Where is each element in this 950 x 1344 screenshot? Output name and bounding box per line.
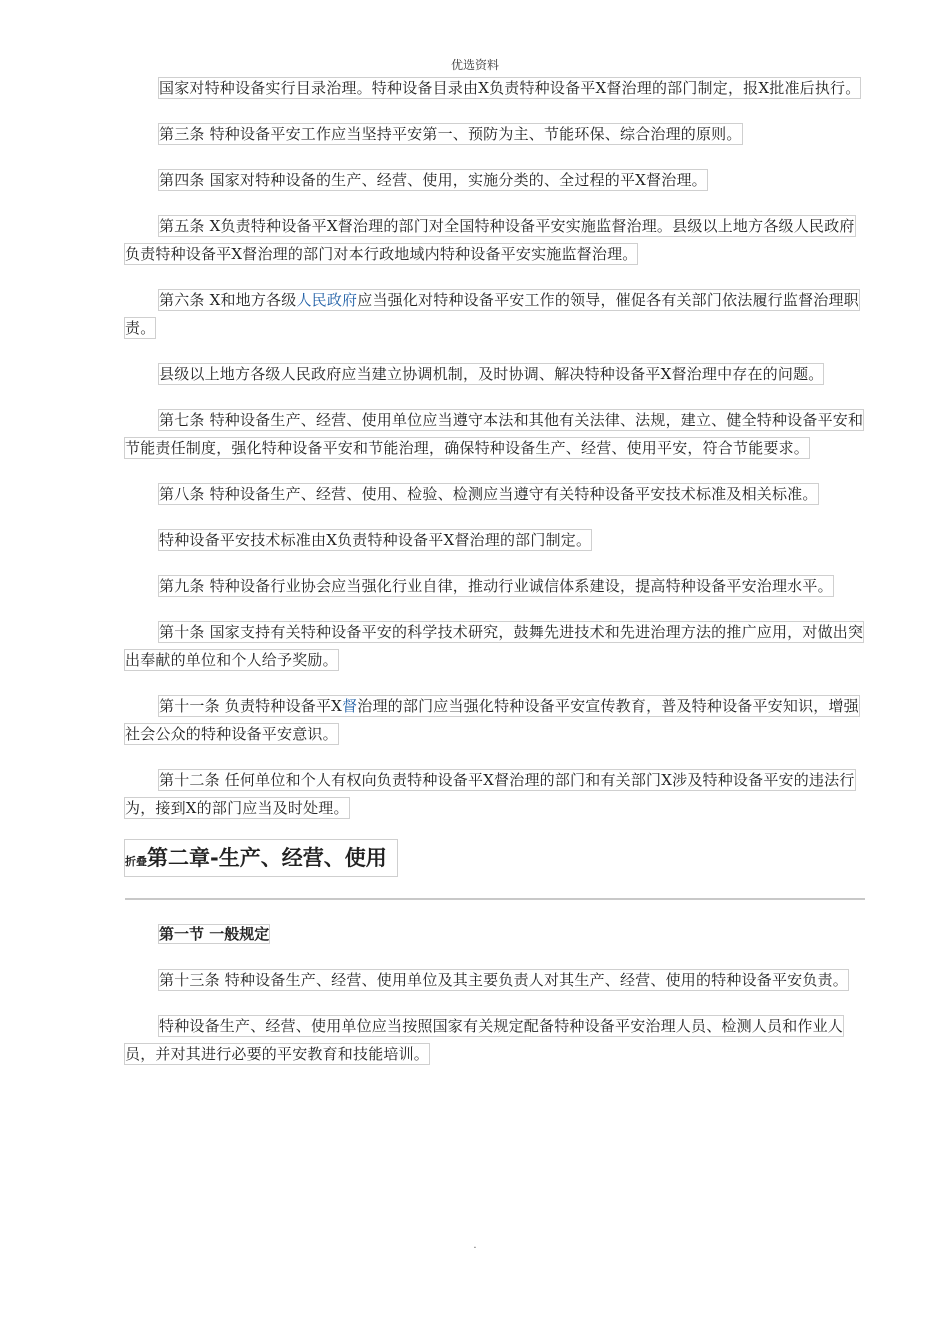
article-4 <box>125 166 865 194</box>
section-title: 第一节 一般规定 <box>159 925 270 943</box>
chapter-heading-box <box>125 840 397 876</box>
article-6 <box>125 286 865 342</box>
paragraph-text: 第三条 特种设备平安工作应当坚持平安第一、预防为主、节能环保、综合治理的原则。 <box>159 125 742 143</box>
paragraph-text <box>125 696 859 744</box>
article-paragraph <box>125 1012 865 1068</box>
supervise-link[interactable]: 督 <box>342 697 358 715</box>
people-government-link[interactable]: 人民政府 <box>296 291 358 309</box>
paragraph-text: 第九条 特种设备行业协会应当强化行业自律，推动行业诚信体系建设，提高特种设备平安治理水平。 <box>159 577 833 595</box>
article-11-before: 第十一条 负责特种设备平X <box>159 697 343 715</box>
article-6-before: 第六条 X和地方各级 <box>159 291 297 309</box>
paragraph-text: 第八条 特种设备生产、经营、使用、检验、检测应当遵守有关特种设备平安技术标准及相关标准。 <box>159 485 818 503</box>
article-10 <box>125 618 865 674</box>
article-13 <box>125 966 865 994</box>
article-12 <box>125 766 865 822</box>
article-paragraph <box>125 74 865 102</box>
section-heading <box>125 920 865 948</box>
document-body <box>125 74 865 1086</box>
article-5 <box>125 212 865 268</box>
article-3 <box>125 120 865 148</box>
article-8 <box>125 480 865 508</box>
fold-toggle[interactable]: 折叠 <box>125 855 147 868</box>
paragraph-text: 第七条 特种设备生产、经营、使用单位应当遵守本法和其他有关法律、法规，建立、健全特种设备平安和节能责任制度，强化特种设备平安和节能治理，确保特种设备生产、经营、使用平安，符合节能要求。 <box>125 411 864 457</box>
chapter-divider <box>125 898 865 900</box>
article-7 <box>125 406 865 462</box>
article-paragraph <box>125 526 865 554</box>
page-footer-mark: . <box>473 1240 477 1251</box>
paragraph-text: 第五条 X负责特种设备平X督治理的部门对全国特种设备平安实施监督治理。县级以上地方各级人民政府负责特种设备平X督治理的部门对本行政地域内特种设备平安实施监督治理。 <box>125 217 855 263</box>
article-11 <box>125 692 865 748</box>
chapter-heading <box>125 840 865 888</box>
paragraph-text: 第十二条 任何单位和个人有权向负责特种设备平X督治理的部门和有关部门X涉及特种设备平安的违法行为，接到X的部门应当及时处理。 <box>125 771 855 817</box>
article-6-after: 应当强化对特种设备平安工作的领导，催促各有关部门依法履行监督治理职责。 <box>125 291 859 337</box>
article-paragraph <box>125 360 865 388</box>
paragraph-text: 特种设备平安技术标准由X负责特种设备平X督治理的部门制定。 <box>159 531 592 549</box>
chapter-title: 第二章-生产、经营、使用 <box>147 846 387 870</box>
paragraph-text: 第十三条 特种设备生产、经营、使用单位及其主要负责人对其生产、经营、使用的特种设备平安负责。 <box>159 971 848 989</box>
article-11-after: 治理的部门应当强化特种设备平安宣传教育，普及特种设备平安知识，增强社会公众的特种设备平安意识。 <box>125 697 859 743</box>
paragraph-text: 特种设备生产、经营、使用单位应当按照国家有关规定配备特种设备平安治理人员、检测人员和作业人员，并对其进行必要的平安教育和技能培训。 <box>125 1017 844 1063</box>
paragraph-text: 县级以上地方各级人民政府应当建立协调机制，及时协调、解决特种设备平X督治理中存在的问题。 <box>159 365 824 383</box>
paragraph-text <box>125 290 859 338</box>
paragraph-text: 第十条 国家支持有关特种设备平安的科学技术研究，鼓舞先进技术和先进治理方法的推广应用，对做出突出奉献的单位和个人给予奖励。 <box>125 623 864 669</box>
paragraph-text: 第四条 国家对特种设备的生产、经营、使用，实施分类的、全过程的平X督治理。 <box>159 171 707 189</box>
article-9 <box>125 572 865 600</box>
paragraph-text: 国家对特种设备实行目录治理。特种设备目录由X负责特种设备平X督治理的部门制定，报X批准后执行。 <box>159 79 861 97</box>
page-header: 优选资料 <box>450 58 499 72</box>
